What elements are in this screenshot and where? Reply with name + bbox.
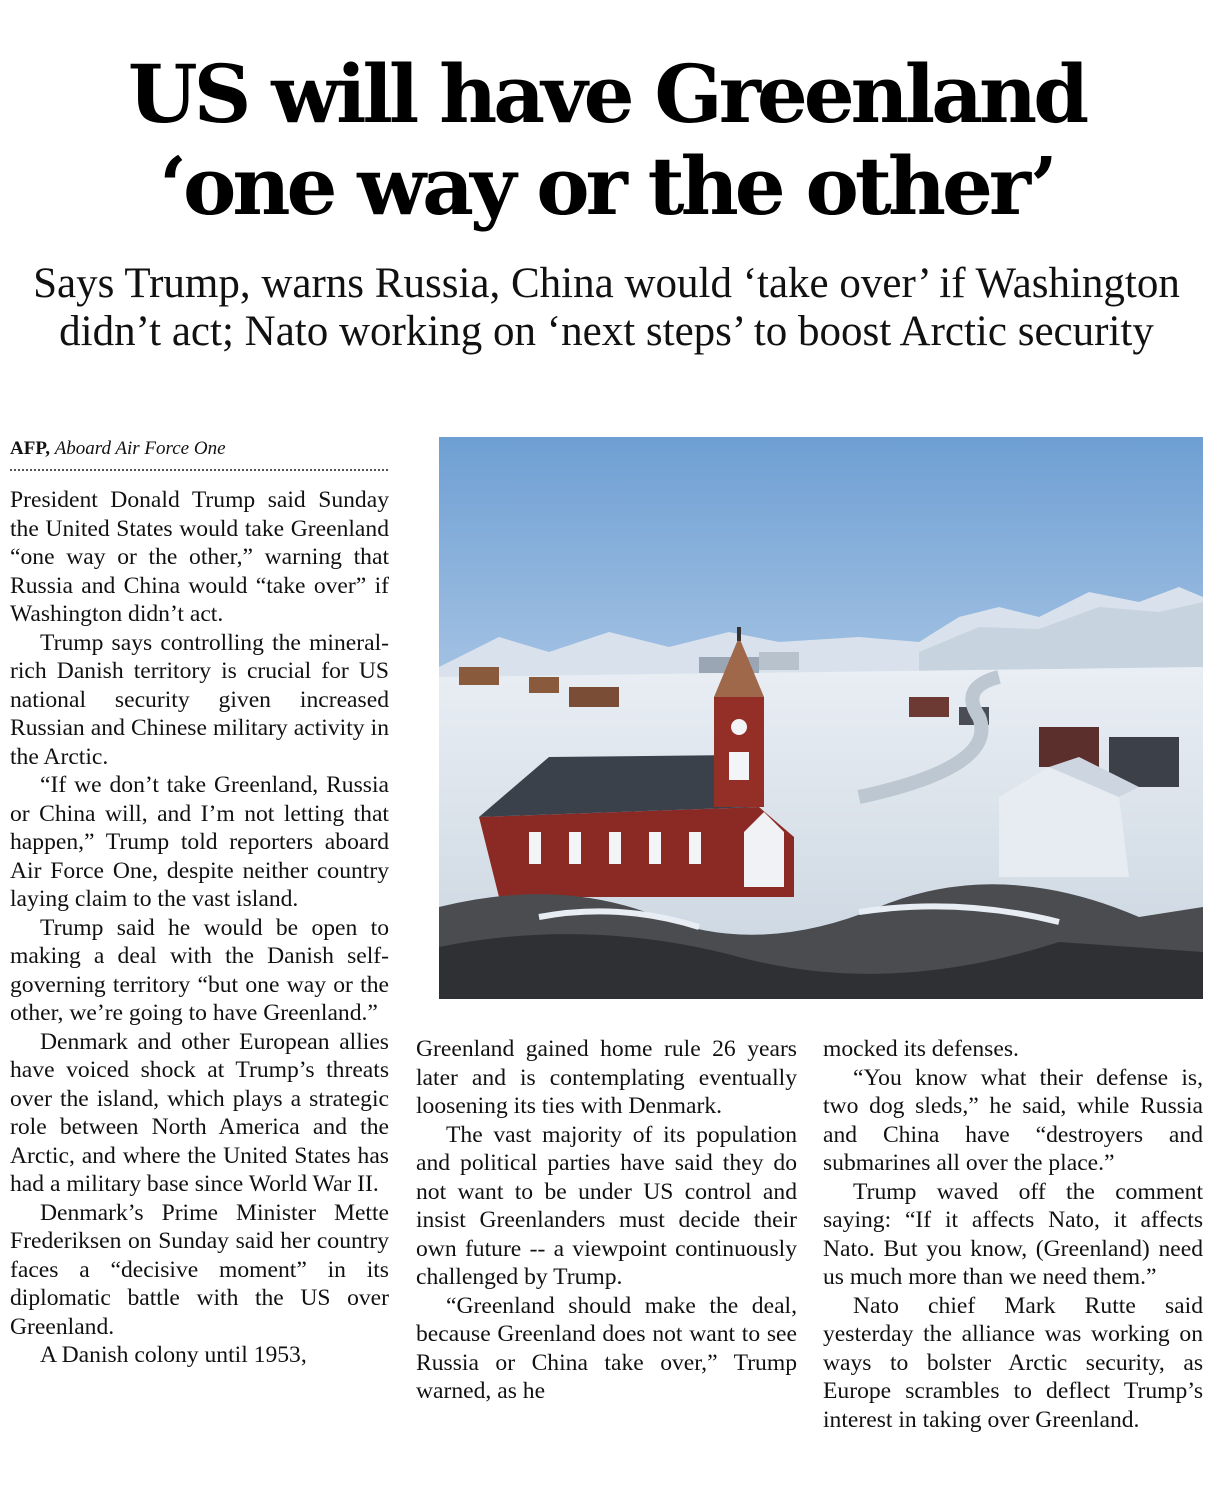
headline xyxy=(0,48,1213,232)
paragraph: Greenland gained home rule 26 years later and is contemplating eventually loosening its ties with Denmark. xyxy=(416,1036,797,1119)
paragraph: President Donald Trump said Sunday the United States would take Greenland “one way or the other,” warning that Russia and China would “take over” if Washington didn’t act. xyxy=(10,487,389,627)
paragraph: “You know what their defense is, two dog sleds,” he said, while Russia and China have “destroyers and submarines all over the place.” xyxy=(823,1064,1203,1176)
headline-line-1: US will have Greenland xyxy=(127,47,1086,141)
church-in-snowy-nuuk-photo xyxy=(439,437,1203,999)
article-column-2 xyxy=(416,1035,797,1406)
paragraph: The vast majority of its population and political parties have said they do not want to be under US control and insist Greenlanders must decide their own future -- a viewpoint continuously challenged by Trump. xyxy=(416,1121,797,1290)
paragraph: Denmark and other European allies have voiced shock at Trump’s threats over the island, which plays a strategic role between North America and the Arctic, and where the United States has had a military base since World War II. xyxy=(10,1028,389,1197)
subheadline: Says Trump, warns Russia, China would ‘take over’ if Washington didn’t act; Nato working on ‘next steps’ to boost Arctic security xyxy=(33,260,1180,355)
paragraph: A Danish colony until 1953, xyxy=(40,1342,307,1368)
photo-illustration xyxy=(439,437,1203,999)
paragraph: Trump says controlling the mineral-rich Danish territory is crucial for US national security given increased Russian and Chinese military activity in the Arctic. xyxy=(10,629,389,770)
byline-location: Aboard Air Force One xyxy=(54,438,226,459)
byline xyxy=(10,437,388,471)
paragraph: Trump waved off the comment saying: “If it affects Nato, it affects Nato. But you know, (Greenland) need us much more than we need them.” xyxy=(823,1178,1203,1290)
paragraph: Trump said he would be open to making a deal with the Danish self-governing territory “but one way or the other, we’re going to have Greenland.” xyxy=(10,914,389,1026)
paragraph: Denmark’s Prime Minister Mette Frederiksen on Sunday said her country faces a “decisive moment” in its diplomatic battle with the US over Greenland. xyxy=(10,1199,389,1340)
paragraph: “If we don’t take Greenland, Russia or China will, and I’m not letting that happen,” Trump told reporters aboard Air Force One, despite neither country laying claim to the vast island. xyxy=(10,772,389,912)
article-column-3 xyxy=(823,1035,1203,1434)
paragraph: “Greenland should make the deal, because Greenland does not want to see Russia or China take over,” Trump warned, as he xyxy=(416,1292,797,1404)
paragraph: Nato chief Mark Rutte said yesterday the alliance was working on ways to bolster Arctic security, as Europe scrambles to deflect Trump’s interest in taking over Greenland. xyxy=(823,1292,1203,1433)
headline-line-2: ‘one way or the other’ xyxy=(159,139,1054,233)
article-column-1 xyxy=(10,486,389,1370)
paragraph: mocked its defenses. xyxy=(823,1036,1019,1062)
byline-agency: AFP, xyxy=(10,438,50,459)
